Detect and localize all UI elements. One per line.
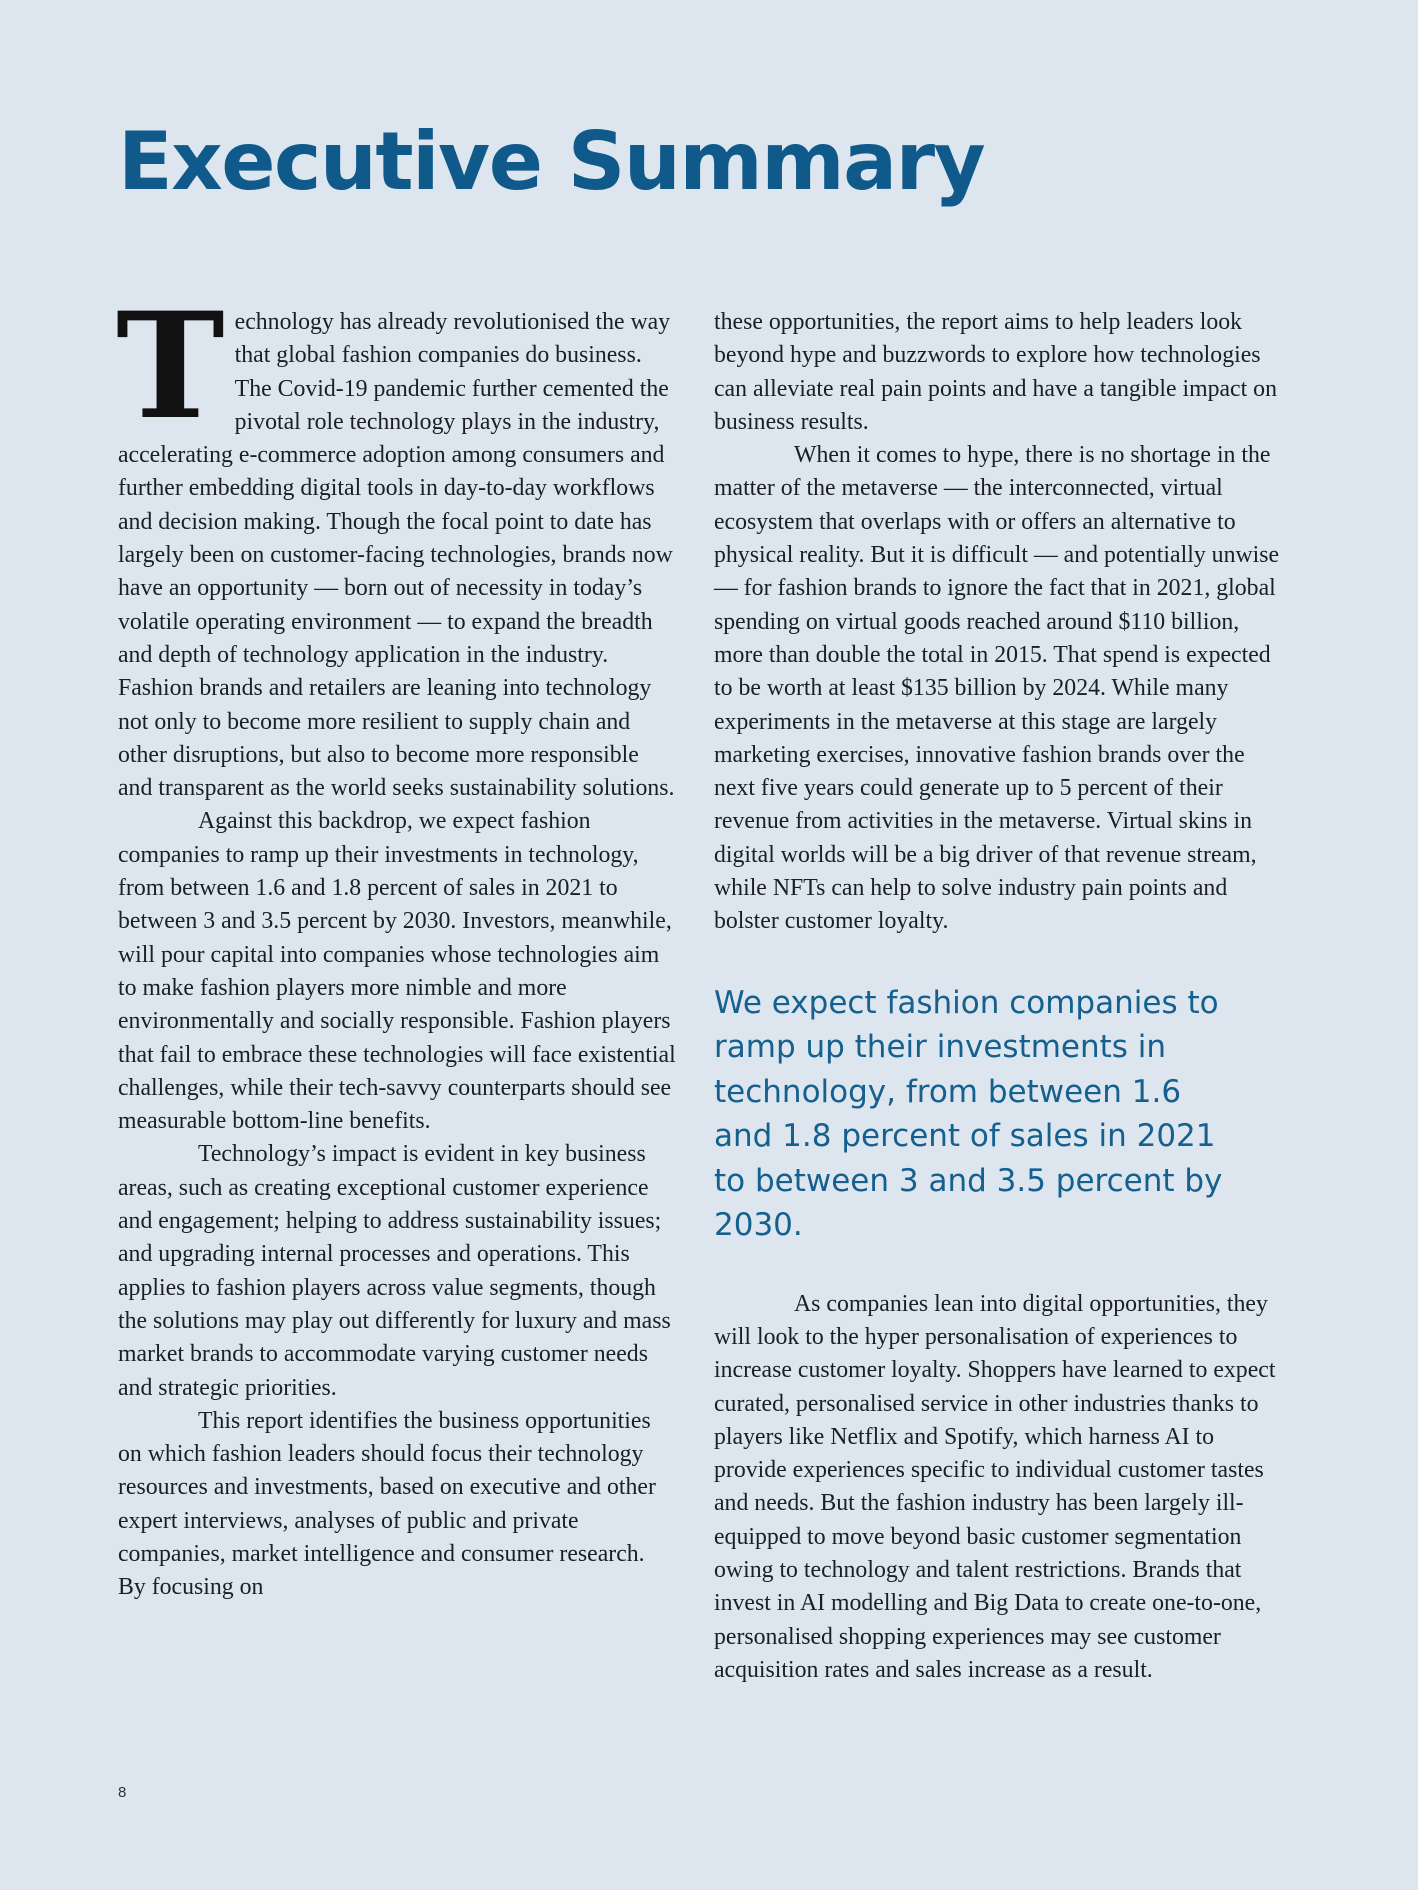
metaverse-paragraph: When it comes to hype, there is no shortage in the matter of the metaverse — the interconnected, virtual ecosystem that overlaps with or offers an alternative to physical reality. But it is difficult — and potentially unwise — for fashion brands to ignore the fact that in 2021, global spending on virtual goods reached around $110 billion, more than double the total in 2015. That spend is expected to be worth at least $135 billion by 2024. While many experiments in the metaverse at this stage are largely marketing exercises, innovative fashion brands over the next five years could generate up to 5 percent of their revenue from activities in the metaverse. Virtual skins in digital worlds will be a big driver of that revenue stream, while NFTs can help to solve industry pain points and bolster customer loyalty. [714, 442, 1280, 935]
page-title: Executive Summary [118, 115, 985, 208]
drop-cap: T [116, 281, 225, 452]
intro-paragraph-text: echnology has already revolutionised the way that global fashion companies do business. The Covid-19 pandemic further cemented the pivotal role technology plays in the industry, accelerating e-commerce adoption among consumers and further embedding digital tools in day-to-day workflows and decision making. Though the focal point to date has largely been on customer-facing technologies, brands now have an opportunity — born out of necessity in today’s volatile operating environment — to expand the breadth and depth of technology application in the industry. Fashion brands and retailers are leaning into technology not only to become more resilient to supply chain and other disruptions, but also to become more responsible and transparent as the world seeks sustainability solutions. [118, 309, 675, 802]
left-column [116, 281, 678, 1605]
right-column [714, 306, 1282, 1687]
pull-quote: We expect fashion companies to ramp up their investments in technology, from between 1.6 and 1.8 percent of sales in 2021 to between 3 and 3.5 percent by 2030. [714, 984, 1223, 1244]
report-scope-paragraph: This report identifies the business opportunities on which fashion leaders should focus their technology resources and investments, based on executive and other expert interviews, analyses of public and private companies, market intelligence and consumer research. By focusing on [118, 1407, 656, 1601]
investment-paragraph: Against this backdrop, we expect fashion companies to ramp up their investments in technology, from between 1.6 and 1.8 percent of sales in 2021 to between 3 and 3.5 percent by 2030. Investors, meanwhile, will pour capital into companies whose technologies aim to make fashion players more nimble and more environmentally and socially responsible. Fashion players that fail to embrace these technologies will face existential challenges, while their tech-savvy counterparts should see measurable bottom-line benefits. [118, 808, 676, 1135]
intro-paragraph [116, 281, 678, 805]
page-number: 8 [118, 1784, 127, 1801]
personalisation-paragraph: As companies lean into digital opportunities, they will look to the hyper personalisation of experiences to increase customer loyalty. Shoppers have learned to expect curated, personalised service in other industries thanks to players like Netflix and Spotify, which harness AI to provide experiences specific to individual customer tastes and needs. But the fashion industry has been largely ill-equipped to move beyond basic customer segmentation owing to technology and talent restrictions. Brands that invest in AI modelling and Big Data to create one-to-one, personalised shopping experiences may see customer acquisition rates and sales increase as a result. [714, 1290, 1276, 1683]
opportunities-paragraph: these opportunities, the report aims to help leaders look beyond hype and buzzwords to explore how technologies can alleviate real pain points and have a tangible impact on business results. [714, 309, 1277, 435]
impact-paragraph: Technology’s impact is evident in key business areas, such as creating exceptional customer experience and engagement; helping to address sustainability issues; and upgrading internal processes and operations. This applies to fashion players across value segments, though the solutions may play out differently for luxury and mass market brands to accommodate varying customer needs and strategic priorities. [118, 1141, 671, 1401]
